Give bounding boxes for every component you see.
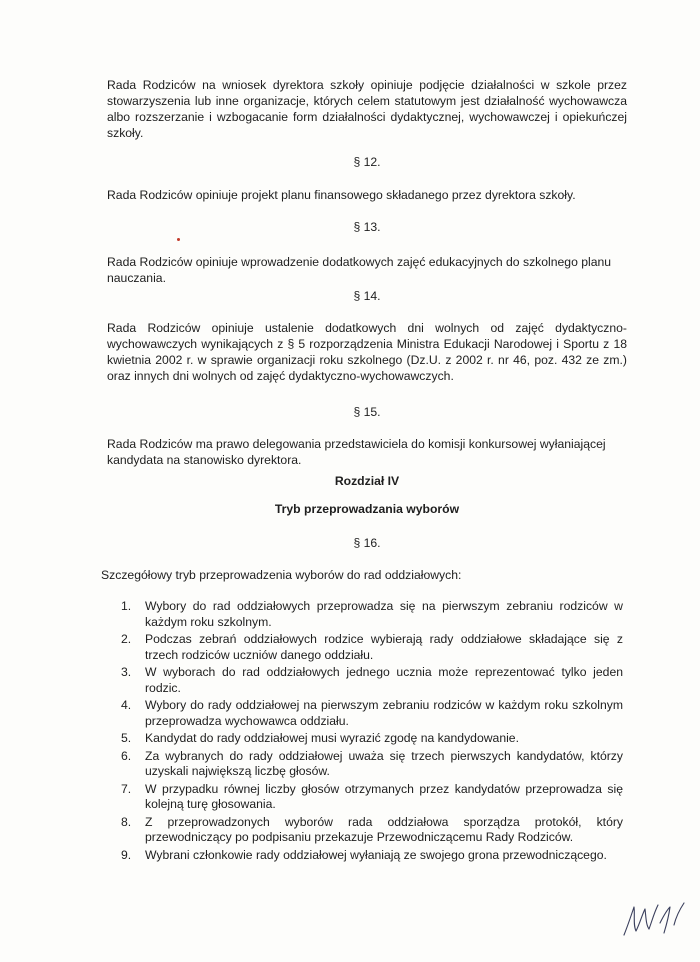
- election-procedure-list: [121, 599, 623, 865]
- list-item: 2. Podczas zebrań oddziałowych rodzice wybierają rady oddziałowe składające się z trzech rodziców uczniów danego oddziału.: [121, 632, 623, 662]
- section-16-intro: Szczegółowy tryb przeprowadzenia wyborów do rad oddziałowych:: [101, 568, 462, 582]
- chapter-title: Tryb przeprowadzania wyborów: [274, 502, 460, 516]
- section-13-heading: § 13.: [353, 220, 381, 234]
- handwritten-initials-signature: [618, 895, 690, 943]
- list-item: 8. Z przeprowadzonych wyborów rada oddziałowa sporządza protokół, który przewodniczący po podpisaniu przekazuje Przewodniczącemu Rady Rodziców.: [121, 814, 623, 844]
- paragraph-15: Rada Rodziców ma prawo delegowania przedstawiciela do komisji konkursowej wyłaniającej kandydata na stanowisko dyrektora.: [107, 437, 606, 467]
- list-item: 5. Kandydat do rady oddziałowej musi wyrazić zgodę na kandydowanie.: [121, 731, 519, 745]
- section-16-heading: § 16.: [353, 536, 381, 550]
- section-15-heading: § 15.: [353, 405, 381, 419]
- list-item: 1. Wybory do rad oddziałowych przeprowadza się na pierwszym zebraniu rodziców w każdym roku szkolnym.: [121, 599, 623, 629]
- section-12-heading: § 12.: [353, 155, 381, 169]
- ink-dot: [177, 238, 180, 241]
- list-item: 6. Za wybranych do rady oddziałowej uważa się trzech pierwszych kandydatów, którzy uzyskali największą liczbę głosów.: [121, 748, 623, 778]
- chapter-number: Rozdział IV: [334, 474, 400, 488]
- paragraph-14: Rada Rodziców opiniuje ustalenie dodatkowych dni wolnych od zajęć dydaktyczno-wychowawczych wynikających z § 5 rozporządzenia Ministra Edukacji Narodowej i Sportu z 18 kwietnia 2002 r. w sprawie organizacji roku szkolnego (Dz.U. z 2002 r. nr 46, poz. 432 ze zm.) oraz innych dni wolnych od zajęć dydaktyczno-wychowawczych.: [107, 321, 627, 383]
- list-item: 3. W wyborach do rad oddziałowych jednego ucznia może reprezentować tylko jeden rodzic.: [121, 665, 623, 695]
- paragraph-13: Rada Rodziców opiniuje wprowadzenie dodatkowych zajęć edukacyjnych do szkolnego planu nauczania.: [107, 255, 612, 285]
- list-item: 9. Wybrani członkowie rady oddziałowej wyłaniają ze swojego grona przewodniczącego.: [121, 847, 607, 862]
- paragraph-organizations: Rada Rodziców na wniosek dyrektora szkoły opiniuje podjęcie działalności w szkole przez stowarzyszenia lub inne organizacje, których celem statutowym jest działalność wychowawcza albo rozszerzanie i wzbogacanie form działalności dydaktycznej, wychowawczej i opiekuńczej szkoły.: [107, 78, 627, 140]
- list-item: 4. Wybory do rady oddziałowej na pierwszym zebraniu rodziców w każdym roku szkolnym przeprowadza wychowawca oddziału.: [121, 698, 623, 728]
- paragraph-12: Rada Rodziców opiniuje projekt planu finansowego składanego przez dyrektora szkoły.: [107, 188, 576, 202]
- list-item: 7. W przypadku równej liczby głosów otrzymanych przez kandydatów przeprowadza się kolejną turę głosowania.: [121, 781, 623, 811]
- section-14-heading: § 14.: [353, 289, 381, 303]
